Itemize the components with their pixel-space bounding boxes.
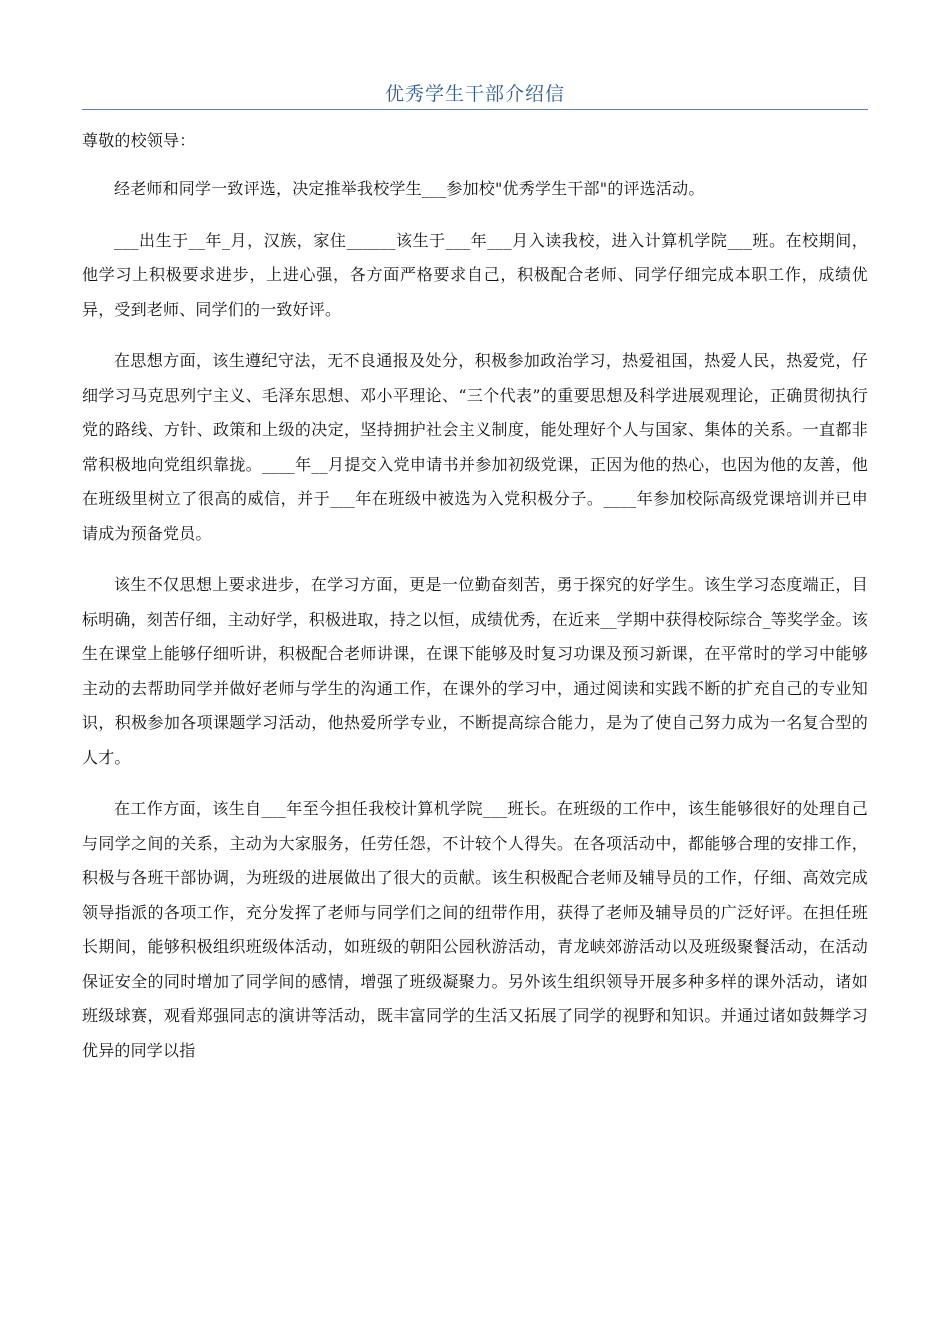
paragraph-ideology: 在思想方面，该生遵纪守法，无不良通报及处分，积极参加政治学习，热爱祖国，热爱人民，热爱党，仔细学习马克思列宁主义、毛泽东思想、邓小平理论、“三个代表”的重要思想及科学进展观理论，正确贯彻执行党的路线、方针、政策和上级的决定，坚持拥护社会主义制度，能处理好个人与国家、集体的关系。一直都非常积极地向党组织靠拢。____年__月提交入党申请书并参加初级党课，正因为他的热心，也因为他的友善，他在班级里树立了很高的威信，并于___年在班级中被选为入党积极分子。____年参加校际高级党课培训并已申请成为预备党员。: [82, 351, 868, 543]
salutation: 尊敬的校领导：: [82, 131, 196, 150]
document-title: 优秀学生干部介绍信: [384, 83, 565, 105]
paragraph-nomination: 经老师和同学一致评选，决定推举我校学生___参加校"优秀学生干部"的评选活动。: [114, 179, 705, 198]
paragraph-study: 该生不仅思想上要求进步，在学习方面，更是一位勤奋刻苦，勇于探究的好学生。该生学习态度端正，目标明确，刻苦仔细，主动好学，积极进取，持之以恒，成绩优秀，在近来__学期中获得校际综合_等奖学金。该生在课堂上能够仔细听讲，积极配合老师讲课，在课下能够及时复习功课及预习新课，在平常时的学习中能够主动的去帮助同学并做好老师与学生的沟通工作，在课外的学习中，通过阅读和实践不断的扩充自己的专业知识，积极参加各项课题学习活动，他热爱所学专业，不断提高综合能力，是为了使自己努力成为一名复合型的人才。: [82, 575, 869, 767]
paragraph-background: ___出生于__年_月，汉族，家住______该生于___年___月入读我校，进入计算机学院___班。在校期间，他学习上积极要求进步，上进心强，各方面严格要求自己，积极配合老师、同学仔细完成本职工作，成绩优异，受到老师、同学们的一致好评。: [82, 230, 868, 319]
paragraph-work: 在工作方面，该生自___年至今担任我校计算机学院___班长。在班级的工作中，该生能够很好的处理自己与同学之间的关系，主动为大家服务，任劳任怨，不计较个人得失。在各项活动中，都能够合理的安排工作，积极与各班干部协调，为班级的进展做出了很大的贡献。该生积极配合老师及辅导员的工作，仔细、高效完成领导指派的各项工作，充分发挥了老师与同学们之间的纽带作用，获得了老师及辅导员的广泛好评。在担任班长期间，能够积极组织班级体活动，如班级的朝阳公园秋游活动，青龙峡郊游活动以及班级聚餐活动，在活动保证安全的同时增加了同学间的感情，增强了班级凝聚力。另外该生组织领导开展多种多样的课外活动，诸如班级球赛，观看郑强同志的演讲等活动，既丰富同学的生活又拓展了同学的视野和知识。并通过诸如鼓舞学习优异的同学以指: [82, 799, 868, 1060]
document-body: [82, 127, 868, 1068]
title-underline: [82, 109, 868, 110]
